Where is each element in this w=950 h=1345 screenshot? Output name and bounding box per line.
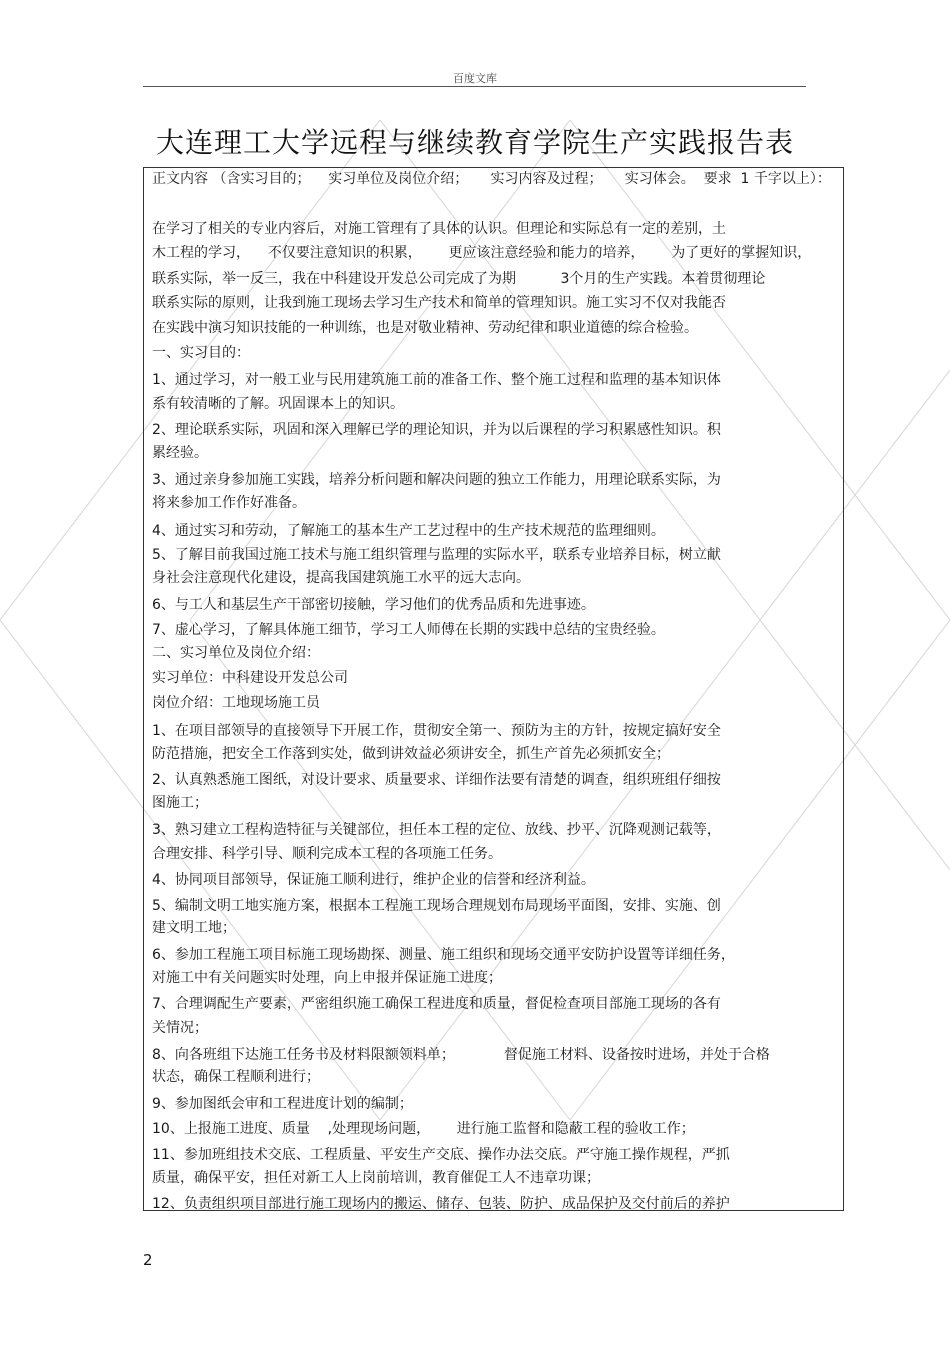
body-line: 实习单位：中科建设开发总公司 [152,670,348,686]
body-line: 2、认真熟悉施工图纸，对设计要求、质量要求、详细作法要有清楚的调查，组织班组仔细按 [152,772,721,788]
body-line: 4、协同项目部领导，保证施工顺利进行，维护企业的信誉和经济利益。 [152,872,595,888]
body-line: 岗位介绍：工地现场施工员 [152,695,320,711]
body-line: 关情况； [152,1020,208,1036]
body-line: 联系实际的原则，让我到施工现场去学习生产技术和简单的管理知识。施工实习不仅对我能否 [152,295,726,311]
body-line: 系有较清晰的了解。巩固课本上的知识。 [152,396,404,412]
page-number: 2 [143,1251,153,1269]
body-line: 7、虚心学习，了解具体施工细节，学习工人师傅在长期的实践中总结的宝贵经验。 [152,622,665,638]
body-line: 6、与工人和基层生产干部密切接触，学习他们的优秀品质和先进事迹。 [152,597,595,613]
body-line: 身社会注意现代化建设，提高我国建筑施工水平的远大志向。 [152,570,530,586]
body-line: 1、在项目部领导的直接领导下开展工作，贯彻安全第一、预防为主的方针，按规定搞好安全 [152,723,721,739]
body-line: 5、编制文明工地实施方案，根据本工程施工现场合理规划布局现场平面图，安排、实施、创 [152,898,721,914]
body-line: 质量，确保平安，担任对新工人上岗前培训，教育催促工人不违章功课； [152,1170,600,1186]
body-line: 12、负责组织项目部进行施工现场内的搬运、储存、包装、防护、成品保护及交付前后的养护 [152,1196,730,1212]
body-line: 合理安排、科学引导、顺利完成本工程的各项施工任务。 [152,846,502,862]
body-line: 8、向各班组下达施工任务书及材料限额领料单； 督促施工材料、设备按时进场，并处于合格 [152,1047,770,1063]
section-heading: 一、实习目的： [152,345,250,361]
header-divider [143,86,806,87]
body-line: 4、通过实习和劳动，了解施工的基本生产工艺过程中的生产技术规范的监理细则。 [152,523,665,539]
body-line: 图施工； [152,795,208,811]
body-line: 将来参加工作作好准备。 [152,495,306,511]
page-header: 百度文库 [453,72,497,85]
body-line: 3、通过亲身参加施工实践，培养分析问题和解决问题的独立工作能力，用理论联系实际，为 [152,472,721,488]
body-line: 在学习了相关的专业内容后，对施工管理有了具体的认识。但理论和实际总有一定的差别，土 [152,221,726,237]
body-line: 2、理论联系实际，巩固和深入理解已学的理论知识，并为以后课程的学习积累感性知识。积 [152,422,721,438]
body-line: 防范措施，把安全工作落到实处，做到讲效益必须讲安全，抓生产首先必须抓安全； [152,746,670,762]
body-line: 10、上报施工进度、质量 ,处理现场问题， 进行施工监督和隐蔽工程的验收工作； [152,1121,695,1137]
body-line: 6、参加工程施工项目标施工现场勘探、测量、施工组织和现场交通平安防护设置等详细任务， [152,947,735,963]
document-title: 大连理工大学远程与继续教育学院生产实践报告表 [155,126,794,159]
body-line: 11、参加班组技术交底、工程质量、平安生产交底、操作办法交底。严守施工操作规程，严抓 [152,1147,730,1163]
body-line: 1、通过学习，对一般工业与民用建筑施工前的准备工作、整个施工过程和监理的基本知识体 [152,372,721,388]
body-line: 累经验。 [152,445,208,461]
body-line: 联系实际，举一反三，我在中科建设开发总公司完成了为期 3个月的生产实践。本着贯彻理论 [152,271,766,287]
body-line: 正文内容 （含实习目的； 实习单位及岗位介绍； 实习内容及过程； 实习体会。 要求 1 千字以上）： [152,171,831,187]
body-line: 建文明工地； [152,920,236,936]
body-line: 7、合理调配生产要素，严密组织施工确保工程进度和质量，督促检查项目部施工现场的各有 [152,996,721,1012]
section-heading: 二、实习单位及岗位介绍： [152,645,320,661]
body-line: 5、了解目前我国过施工技术与施工组织管理与监理的实际水平，联系专业培养目标，树立献 [152,547,721,563]
body-line: 木工程的学习， 不仅要注意知识的积累， 更应该注意经验和能力的培养， 为了更好的掌握知识， [152,245,812,261]
body-line: 3、熟习建立工程构造特征与关键部位，担任本工程的定位、放线、抄平、沉降观测记载等， [152,822,721,838]
body-line: 在实践中演习知识技能的一种训练，也是对敬业精神、劳动纪律和职业道德的综合检验。 [152,320,698,336]
body-line: 9、参加图纸会审和工程进度计划的编制； [152,1096,413,1112]
body-line: 状态，确保工程顺利进行； [152,1069,320,1085]
body-line: 对施工中有关问题实时处理，向上申报并保证施工进度； [152,970,502,986]
